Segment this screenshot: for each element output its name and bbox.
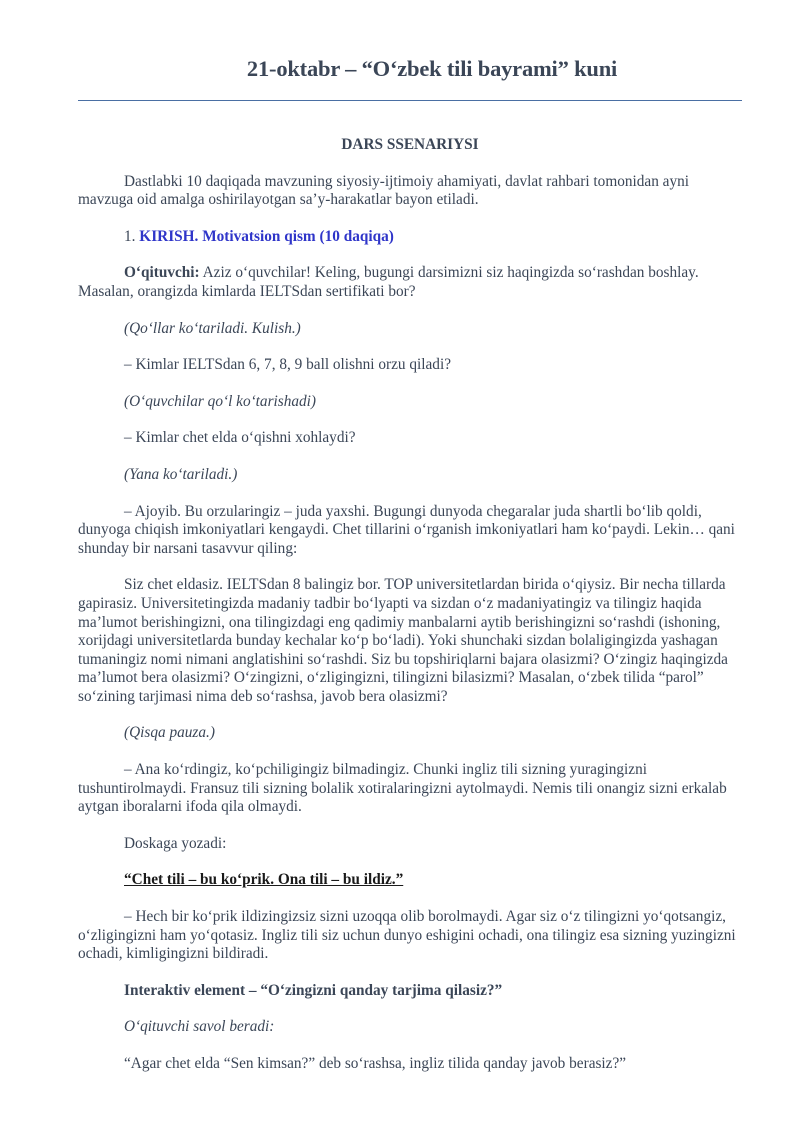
- section-number: 1.: [124, 227, 140, 245]
- question-line: – Kimlar IELTSdan 6, 7, 8, 9 ball olishni orzu qiladi?: [124, 356, 451, 374]
- speaker-label: O‘qituvchi:: [124, 264, 200, 282]
- document-body: [78, 136, 742, 1092]
- section-label: KIRISH. Motivatsion qism (10 daqiqa): [139, 227, 394, 245]
- teacher-text: Aziz o‘quvchilar! Keling, bugungi darsimizni siz haqingizda so‘rashdan boshlay. Masalan, orangizda kimlarda IELTSdan sertifikati bor?: [78, 264, 699, 300]
- stage-direction: (Qisqa pauza.): [124, 724, 215, 742]
- stage-direction: O‘qituvchi savol beradi:: [124, 1018, 275, 1036]
- body-paragraph: – Ana ko‘rdingiz, ko‘pchiligingiz bilmadingiz. Chunki ingliz tili sizning yuragingizni tushuntirolmaydi. Fransuz tili sizning bolalik xotiralaringizni aytolmaydi. Nemis tili onangiz sizni erkalab aytgan iboralarni ifoda qila olmaydi.: [78, 761, 727, 816]
- intro-paragraph: Dastlabki 10 daqiqada mavzuning siyosiy-ijtimoiy ahamiyati, davlat rahbari tomonidan ayni mavzuga oid amalga oshirilayotgan sa’y-harakatlar bayon etiladi.: [78, 172, 690, 209]
- question-line: “Agar chet elda “Sen kimsan?” deb so‘rashsa, ingliz tilida qanday javob berasiz?”: [124, 1055, 627, 1072]
- title-divider: [78, 100, 742, 101]
- interactive-heading: Interaktiv element – “O‘zingizni qanday tarjima qilasiz?”: [124, 981, 503, 999]
- board-note: Doskaga yozadi:: [124, 834, 227, 852]
- body-paragraph: – Hech bir ko‘prik ildizingizsiz sizni uzoqqa olib borolmaydi. Agar siz o‘z tilingizni yo‘qotsangiz, o‘zligingizni ham yo‘qotasiz. Ingliz tili siz uchun dunyo eshigini ochadi, ona tilingiz esa sizning yuzingizni ochadi, kimligingizni bildiradi.: [78, 908, 736, 963]
- stage-direction: (O‘quvchilar qo‘l ko‘tarishadi): [124, 392, 317, 410]
- stage-direction: (Yana ko‘tariladi.): [124, 465, 238, 483]
- page-title: 21-oktabr – “O‘zbek tili bayrami” kuni: [246, 56, 618, 81]
- stage-direction: (Qo‘llar ko‘tariladi. Kulish.): [124, 319, 301, 337]
- board-quote: “Chet tili – bu ko‘prik. Ona tili – bu ildiz.”: [124, 871, 404, 889]
- body-paragraph: Siz chet eldasiz. IELTSdan 8 balingiz bor. TOP universitetlardan birida o‘qiysiz. Bir necha tillarda gapirasiz. Universitetingizda madaniy tadbir bo‘lyapti va sizdan o‘z madaniyatingiz va tilingiz haqida ma’lumot berishingizni, ona tilingizdagi eng qadimiy manbalarni aytib berishingizni so‘rashdi (ishoning, xorijdagi universitetlarda bunday kechalar ko‘p bo‘ladi). Yoki shunchaki sizdan bolaligingizda yashagan tumaningiz nomi nimani anglatishini so‘rashdi. Siz bu topshiriqlarni bajara olasizmi? O‘zingiz haqingizda ma’lumot bera olasizmi? O‘zingizni, o‘zligingizni, tilingizni bilasizmi? Masalan, o‘zbek tilida “parol” so‘zining tarjimasi nima deb so‘rashsa, javob bera olasizmi?: [78, 576, 728, 705]
- section-heading: DARS SSENARIYSI: [341, 136, 479, 153]
- section-1-heading: [78, 228, 742, 247]
- body-paragraph: – Ajoyib. Bu orzularingiz – juda yaxshi. Bugungi dunyoda chegaralar juda shartli bo‘lib qoldi, dunyoga chiqish imkoniyatlari kengaydi. Chet tillarini o‘rganish imkoniyatlari ham ko‘paydi. Lekin… qani shunday bir narsani tasavvur qiling:: [78, 502, 735, 557]
- question-line: – Kimlar chet elda o‘qishni xohlaydi?: [124, 429, 356, 447]
- teacher-line: [78, 264, 742, 301]
